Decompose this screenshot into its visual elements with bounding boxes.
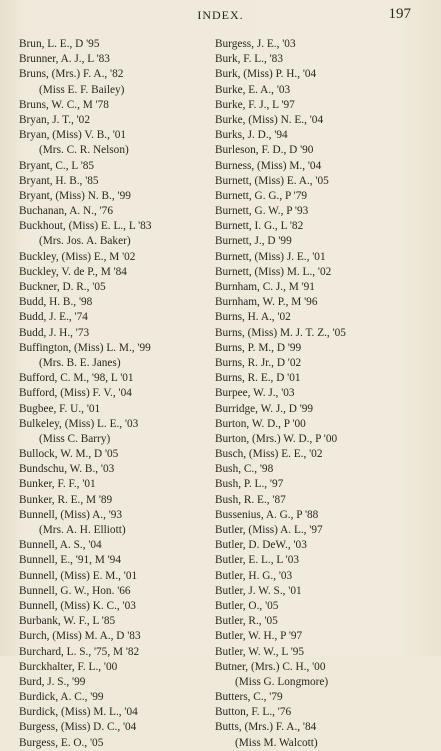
index-entry: Burleson, F. D., D '90 (215, 144, 314, 157)
index-entry: Burton, W. D., P '00 (215, 417, 306, 430)
index-entry: Butler, D. DeW., '03 (215, 539, 307, 552)
index-entry: Butner, (Mrs.) C. H., '00 (215, 660, 326, 673)
index-entry: Budd, J. H., '73 (19, 326, 90, 339)
index-entry: Budd, H. B., '98 (19, 296, 93, 309)
index-entry: Burgess, E. O., '05 (19, 736, 104, 749)
index-entry: Bunker, F. F., '01 (19, 478, 96, 491)
index-entry: Burch, (Miss) M. A., D '83 (19, 630, 141, 643)
index-entry: Buckner, D. R., '05 (19, 281, 106, 293)
index-entry-maiden-name: (Mrs. B. E. Janes) (39, 356, 121, 369)
index-entry: Butler, E. L., L '03 (215, 554, 299, 567)
index-entry-maiden-name: (Mrs. A. H. Elliott) (39, 524, 126, 536)
index-entry: Burnett, (Miss) M. L., '02 (215, 265, 332, 278)
index-entry: Burnett, (Miss) E. A., '05 (215, 174, 329, 187)
index-entry: Bryant, (Miss) N. B., '99 (19, 189, 131, 202)
index-entry: Burke, E. A., '03 (215, 83, 291, 96)
index-entry: Burridge, W. J., D '99 (215, 402, 314, 415)
index-entry-maiden-name: (Mrs. C. R. Nelson) (39, 144, 129, 157)
index-entry: Bugbee, F. U., '01 (19, 402, 101, 415)
index-entry: Buffington, (Miss) L. M., '99 (19, 341, 151, 354)
left-index-column (19, 37, 219, 751)
index-entry: Bunker, R. E., M '89 (19, 493, 113, 506)
index-entry: Bryan, J. T., '02 (19, 113, 90, 126)
index-entry: Bunnell, (Miss) E. M., '01 (19, 569, 138, 582)
index-entry: Burk, (Miss) P. H., '04 (215, 68, 317, 81)
index-entry: Buckley, V. de P., M '84 (19, 265, 127, 278)
index-entry: Burnett, G. W., P '93 (215, 205, 309, 218)
index-entry: Bufford, (Miss) F. V., '04 (19, 387, 132, 400)
index-entry: Burk, F. L., '83 (215, 53, 283, 66)
index-entry-maiden-name: (Miss E. F. Bailey) (39, 83, 125, 96)
index-entry: Burns, R. E., D '01 (215, 372, 301, 385)
index-entry: Butler, (Miss) A. L., '97 (215, 524, 323, 536)
index-entry: Brunner, A. J., L '83 (19, 53, 110, 66)
index-entry: Burbank, W. F., L '85 (19, 615, 116, 628)
index-entry: Bush, R. E., '87 (215, 493, 286, 506)
index-entry: Butler, R., '05 (215, 615, 278, 628)
index-entry: Burnett, G. G., P '79 (215, 189, 307, 202)
index-entry: Butters, C., '79 (215, 691, 283, 704)
index-entry: Butler, O., '05 (215, 599, 279, 612)
index-entry: Burckhalter, F. L., '00 (19, 660, 118, 673)
index-entry: Brun, L. E., D '95 (19, 38, 100, 50)
index-entry: Burgess, (Miss) D. C., '04 (19, 721, 137, 734)
index-entry: Bruns, W. C., M '78 (19, 98, 109, 111)
index-entry: Burke, (Miss) N. E., '04 (215, 113, 324, 126)
index-entry: Burchard, L. S., '75, M '82 (19, 645, 140, 658)
index-entry: Buckhout, (Miss) E. L., L '83 (19, 220, 152, 233)
index-entry: Burns, H. A., '02 (215, 311, 291, 324)
index-entry: Burnham, C. J., M '91 (215, 281, 315, 293)
page-header (0, 6, 441, 24)
index-entry: Bulkeley, (Miss) L. E., '03 (19, 417, 139, 430)
index-entry: Bush, C., '98 (215, 463, 274, 476)
index-entry: Button, F. L., '76 (215, 706, 292, 719)
index-entry: Bruns, (Mrs.) F. A., '82 (19, 68, 124, 81)
index-entry: Burns, (Miss) M. J. T. Z., '05 (215, 326, 346, 339)
index-entry: Butler, W. H., P '97 (215, 630, 303, 643)
index-entry: Bunnell, G. W., Hon. '66 (19, 584, 131, 597)
index-entry: Burpee, W. J., '03 (215, 387, 295, 400)
index-entry: Busch, (Miss) E. E., '02 (215, 448, 323, 461)
index-entry-maiden-name: (Miss C. Barry) (39, 432, 111, 445)
index-entry: Burdick, (Miss) M. L., '04 (19, 706, 138, 719)
index-entry: Burnett, (Miss) J. E., '01 (215, 250, 326, 263)
index-entry: Butler, H. G., '03 (215, 569, 293, 582)
index-entry: Bush, P. L., '97 (215, 478, 284, 491)
index-entry: Burton, (Mrs.) W. D., P '00 (215, 432, 338, 445)
index-entry: Bryant, H. B., '85 (19, 174, 99, 187)
index-entry: Burnham, W. P., M '96 (215, 296, 318, 309)
index-entry: Bussenius, A. G., P '88 (215, 508, 319, 521)
index-entry: Bunnell, (Miss) A., '93 (19, 508, 123, 521)
index-entry: Bryan, (Miss) V. B., '01 (19, 129, 127, 142)
index-entry: Burns, R. Jr., D '02 (215, 356, 302, 369)
index-entry: Burnett, J., D '99 (215, 235, 292, 248)
index-entry-maiden-name: (Mrs. Jos. A. Baker) (39, 235, 131, 248)
index-entry: Burd, J. S., '99 (19, 675, 86, 688)
index-entry: Bryant, C., L '85 (19, 159, 95, 172)
index-entry-maiden-name: (Miss G. Longmore) (235, 675, 329, 688)
index-entry: Buchanan, A. N., '76 (19, 205, 113, 218)
index-entry: Burnett, I. G., L '82 (215, 220, 304, 233)
index-entry: Bunnell, (Miss) K. C., '03 (19, 599, 136, 612)
page-title: INDEX. (197, 8, 244, 22)
page-number: 197 (388, 6, 411, 22)
index-entry: Butler, W. W., L '95 (215, 645, 305, 658)
index-entry: Buckley, (Miss) E., M '02 (19, 250, 136, 263)
index-entry: Bunnell, E., '91, M '94 (19, 554, 121, 567)
index-entry: Burdick, A. C., '99 (19, 691, 104, 704)
index-entry-maiden-name: (Miss M. Walcott) (235, 736, 318, 749)
index-entry: Bundschu, W. B., '03 (19, 463, 115, 476)
index-entry: Butler, J. W. S., '01 (215, 584, 302, 597)
index-entry: Bufford, C. M., '98, L '01 (19, 372, 134, 385)
index-entry: Burns, P. M., D '99 (215, 341, 302, 354)
index-entry: Butts, (Mrs.) F. A., '84 (215, 721, 317, 734)
index-entry: Burness, (Miss) M., '04 (215, 159, 322, 172)
index-entry: Burks, J. D., '94 (215, 129, 288, 142)
index-entry: Budd, J. E., '74 (19, 311, 88, 324)
index-entry: Burgess, J. E., '03 (215, 38, 296, 50)
index-entry: Bunnell, A. S., '04 (19, 539, 102, 552)
index-entry: Bullock, W. M., D '05 (19, 448, 119, 461)
index-entry: Burke, F. J., L '97 (215, 98, 295, 111)
right-index-column (215, 37, 425, 751)
